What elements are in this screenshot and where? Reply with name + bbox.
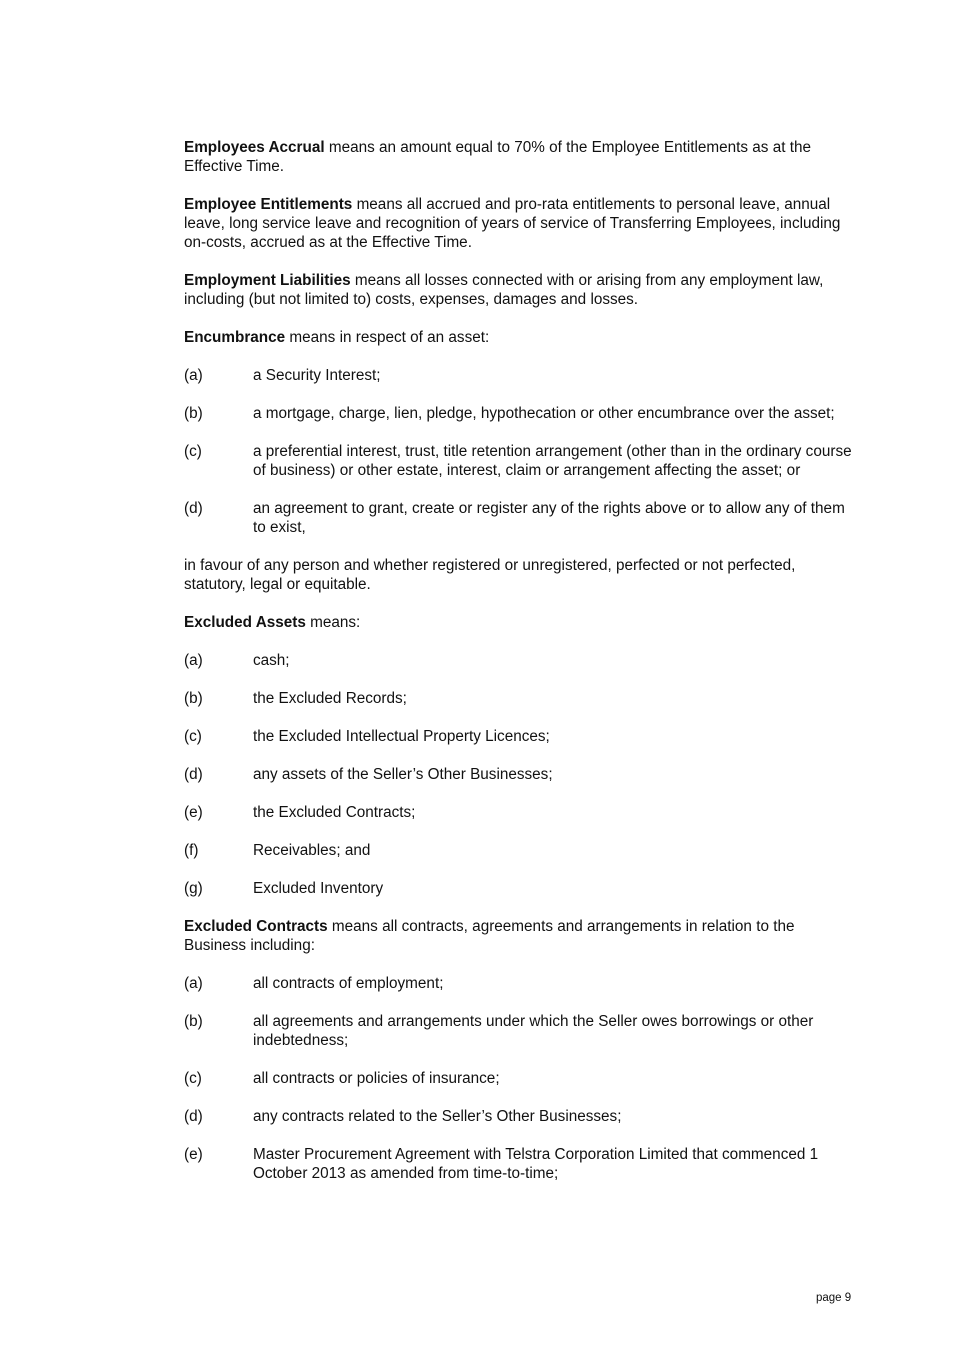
item-text: all contracts of employment; [253,975,444,992]
list-item [184,974,859,993]
list-item [184,1107,859,1126]
item-text: a Security Interest; [253,367,381,384]
definition-text: means all accrued and pro-rata entitlements to personal leave, annual leave, long service leave and recognition of years of service of Transferring Employees, including on-costs, accrued as at the Effective Time. [184,196,841,251]
list-item [184,499,859,537]
item-label: (d) [184,766,203,783]
item-text: a mortgage, charge, lien, pledge, hypothecation or other encumbrance over the asset; [253,405,835,422]
definition-employment-liabilities [184,271,859,309]
definition-text: means all contracts, agreements and arrangements in relation to the Business including: [184,918,795,954]
defined-term: Excluded Assets [184,614,306,631]
list-item [184,765,859,784]
encumbrance-tail: in favour of any person and whether registered or unregistered, perfected or not perfected, statutory, legal or equitable. [184,557,796,593]
list-item [184,651,859,670]
item-text: Master Procurement Agreement with Telstra Corporation Limited that commenced 1 October 2013 as amended from time-to-time; [253,1146,819,1182]
list-item [184,366,859,385]
item-text: the Excluded Intellectual Property Licences; [253,728,550,745]
item-text: all contracts or policies of insurance; [253,1070,500,1087]
item-label: (b) [184,405,203,422]
definition-text: means all losses connected with or arising from any employment law, including (but not limited to) costs, expenses, damages and losses. [184,272,824,308]
list-item [184,1012,859,1050]
item-text: all agreements and arrangements under which the Seller owes borrowings or other indebtedness; [253,1013,814,1049]
list-item [184,1145,859,1183]
item-label: (e) [184,1146,203,1163]
list-item [184,689,859,708]
definition-text: means in respect of an asset: [289,329,490,346]
item-label: (d) [184,1108,203,1125]
item-text: any assets of the Seller’s Other Businesses; [253,766,553,783]
page-number: page 9 [816,1292,852,1304]
defined-term: Employment Liabilities [184,272,351,289]
definition-encumbrance [184,328,859,347]
item-label: (f) [184,842,199,859]
definition-text: means: [310,614,361,631]
item-label: (c) [184,728,202,745]
item-text: any contracts related to the Seller’s Other Businesses; [253,1108,622,1125]
list-item [184,841,859,860]
defined-term: Employees Accrual [184,139,325,156]
item-label: (g) [184,880,203,897]
defined-term: Employee Entitlements [184,196,353,213]
item-label: (c) [184,1070,202,1087]
list-item [184,442,859,480]
item-text: Receivables; and [253,842,371,859]
item-text: the Excluded Contracts; [253,804,416,821]
definition-employee-entitlements [184,195,859,252]
list-item [184,803,859,822]
list-item [184,879,859,898]
item-text: a preferential interest, trust, title retention arrangement (other than in the ordinary course of business) or other estate, interest, claim or arrangement affecting the asset; or [253,443,852,479]
definition-text: means an amount equal to 70% of the Employee Entitlements as at the Effective Time. [184,139,811,175]
item-text: Excluded Inventory [253,880,384,897]
list-item [184,404,859,423]
item-label: (a) [184,975,203,992]
list-item [184,1069,859,1088]
item-label: (a) [184,367,203,384]
item-label: (c) [184,443,202,460]
item-text: the Excluded Records; [253,690,407,707]
document-body [184,138,859,1202]
item-label: (e) [184,804,203,821]
defined-term: Excluded Contracts [184,918,328,935]
definition-excluded-contracts [184,917,859,955]
item-label: (b) [184,690,203,707]
item-label: (a) [184,652,203,669]
definition-employees-accrual [184,138,859,176]
item-label: (b) [184,1013,203,1030]
item-label: (d) [184,500,203,517]
defined-term: Encumbrance [184,329,286,346]
item-text: cash; [253,652,290,669]
list-item [184,727,859,746]
item-text: an agreement to grant, create or register any of the rights above or to allow any of them to exist, [253,500,845,536]
definition-excluded-assets [184,613,859,632]
